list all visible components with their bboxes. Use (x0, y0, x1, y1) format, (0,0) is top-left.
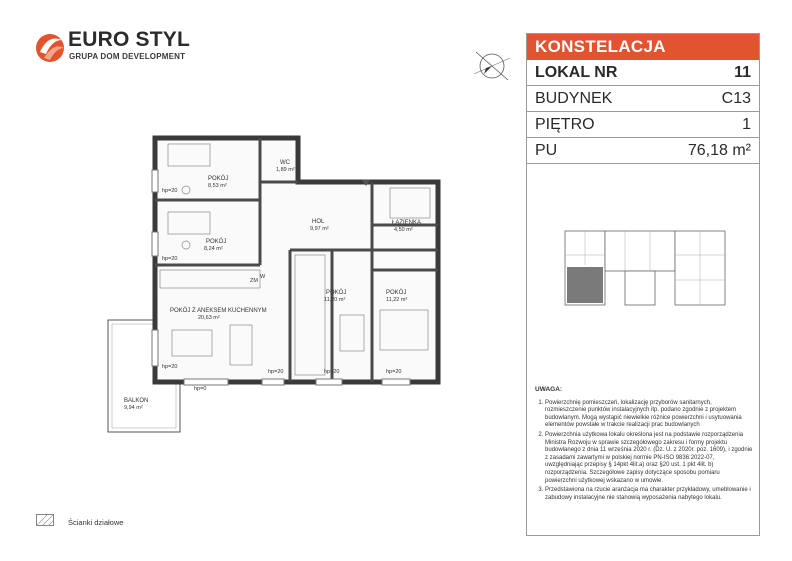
room-area: 8,24 m² (204, 246, 223, 252)
hp-mark: hp=20 (162, 256, 178, 262)
highlighted-unit (567, 267, 603, 303)
room-area: 11,22 m² (386, 297, 408, 303)
room-area: 11,20 m² (324, 297, 346, 303)
row-budynek (527, 86, 759, 112)
hp-mark: hp=20 (324, 369, 340, 375)
room-area: 20,63 m² (198, 315, 220, 321)
row-label: BUDYNEK (535, 90, 613, 107)
project-name: KONSTELACJA (535, 37, 666, 56)
hp-mark: hp=20 (386, 369, 402, 375)
legend-label: Ścianki działowe (68, 518, 124, 527)
hp-mark: hp=20 (162, 188, 178, 194)
row-value: 1 (742, 116, 751, 133)
room-area: 4,50 m² (394, 227, 413, 233)
notes-title: UWAGA: (535, 386, 563, 393)
room-area: 9,97 m² (310, 226, 329, 232)
row-value: C13 (721, 90, 751, 107)
hp-mark: hp=20 (162, 364, 178, 370)
room-label: POKÓJ Z ANEKSEM KUCHENNYM (170, 308, 267, 314)
notes (535, 386, 753, 504)
room-area: 1,89 m² (276, 167, 295, 173)
room-label: BALKON (124, 398, 149, 404)
room-area: 9,94 m² (124, 405, 143, 411)
row-pu (527, 138, 759, 164)
room-area: 8,53 m² (208, 183, 227, 189)
logo-name: EURO STYL (68, 28, 190, 51)
logo-tagline: GRUPA DOM DEVELOPMENT (69, 52, 186, 61)
room-label: ŁAZIENKA (392, 220, 422, 226)
row-label: LOKAL NR (535, 64, 618, 81)
note-item: 3. Przedstawiona na rzucie aranżacja ma charakter przykładowy, umeblowanie i zabudowy instalacyjne nie stanowią wyposażenia nabytego lokalu. (545, 487, 753, 502)
partition-wall-legend-icon (36, 514, 54, 526)
panel-header (527, 34, 759, 60)
floor-plan (100, 120, 450, 440)
row-lokal (527, 60, 759, 86)
w-mark: W (260, 274, 266, 280)
note-item: 1. Powierzchnię pomieszczeń, lokalizację przyborów sanitarnych, rozmieszczenie punktów instalacyjnych itp. podano zgodnie z projektem budowlanym. Mogą wystąpić niewielkie różnice powierzchni i usytuowania elementów powstałe w trakcie realizacji prac budowlanych (545, 400, 753, 430)
row-pietro (527, 112, 759, 138)
row-label: PU (535, 142, 558, 159)
room-label: WC (280, 160, 290, 166)
room-label: POKÓJ (208, 176, 229, 182)
row-value: 76,18 m² (687, 142, 751, 159)
hp-mark: hp=20 (268, 369, 284, 375)
room-label: POKÓJ (386, 290, 407, 296)
hp-mark: hp=0 (194, 386, 207, 392)
zm-mark: ZM (250, 278, 258, 284)
room-label: HOL (312, 219, 325, 225)
room-label: POKÓJ (206, 239, 227, 245)
row-label: PIĘTRO (535, 116, 595, 133)
note-item: 2. Powierzchnia użytkowa lokalu określona jest na podstawie rozporządzenia Ministra Rozwoju w sprawie szczegółowego zakresu i formy projektu budowlanego z dnia 11 września 2020 r. (Dz. U. z 2020r. poz. 1609), i zgodnie z zasadami zawartymi w polskiej normie PN-ISO 9836:2022-07, uwzględniając przepisy § 14pkt 4lit.a) oraz §20 ust. 1 pkt 4lit. b) rozporządzenia. Szczegółowe zapisy dotyczące sposobu pomiaru powierzchni użytkowej wskazano w umowie. (545, 432, 753, 485)
building-key-plan (555, 225, 731, 311)
north-arrow-icon (470, 44, 514, 88)
row-value: 11 (734, 64, 751, 81)
room-label: POKÓJ (326, 290, 347, 296)
